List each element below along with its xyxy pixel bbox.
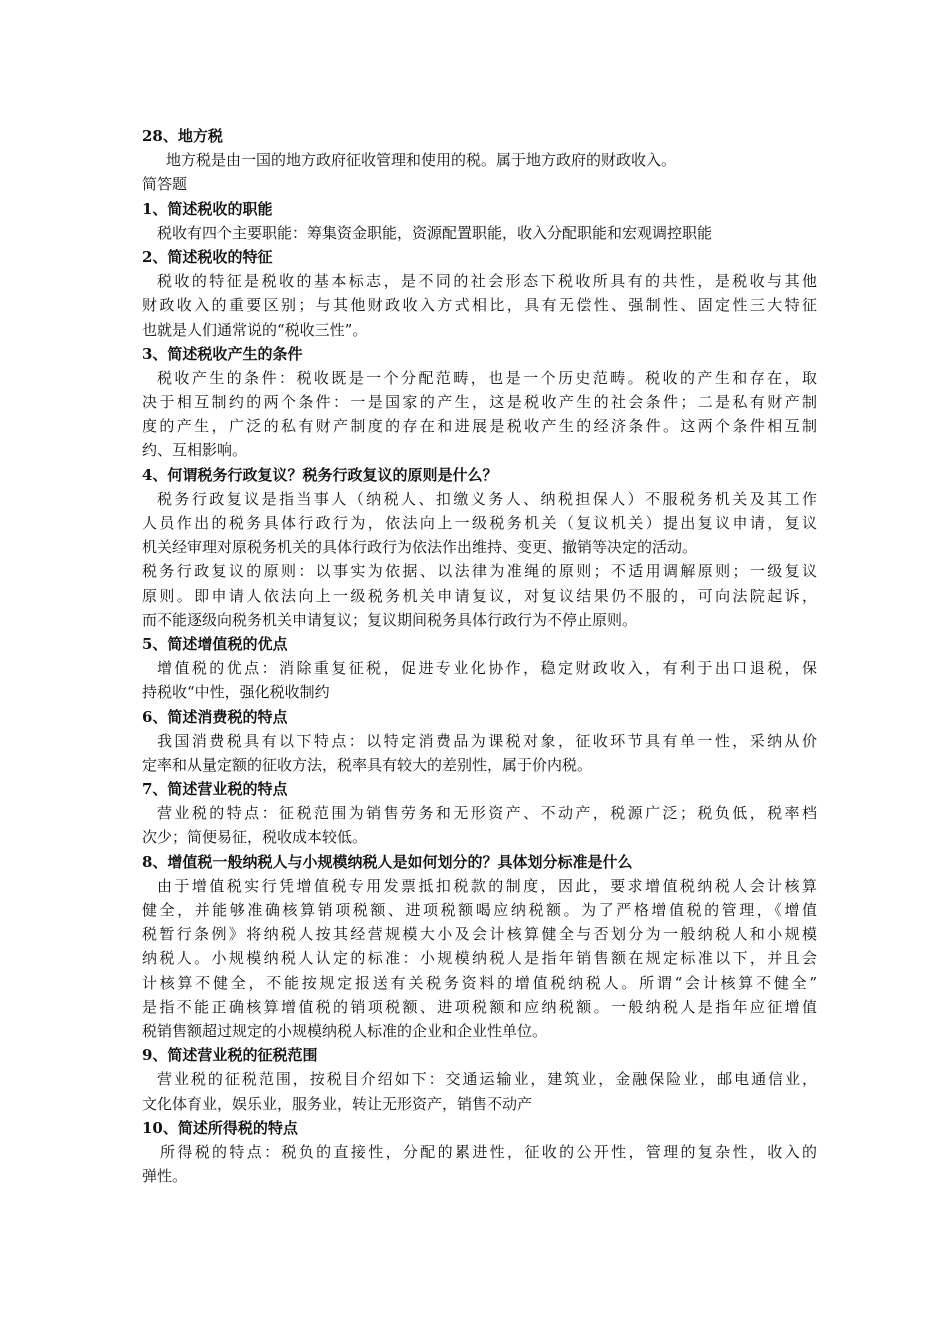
text-line: 健全，并能够准确核算销项税额、进项税额喝应纳税额。为了严格增值税的管理，《增值 [142,901,817,919]
text-line: 税暂行条例》将纳税人按其经营规模大小及会计核算健全与否划分为一般纳税人和小规模 [142,925,817,944]
text-line: 机关经审理对原税务机关的具体行政行为依法作出维持、变更、撤销等决定的活动。 [142,538,698,557]
section-heading: 4、何谓税务行政复议？税务行政复议的原则是什么？ [142,465,498,484]
text-line: 也就是人们通常说的“税收三性”。 [142,320,368,339]
text-line: 简答题 [142,175,188,194]
text-line: 由于增值税实行凭增值税专用发票抵扣税款的制度，因此，要求增值税纳税人会计核算 [157,876,817,895]
text-line: 税收产生的条件：税收既是一个分配范畴，也是一个历史范畴。税收的产生和存在，取 [157,368,817,387]
text-line: 决于相互制约的两个条件：一是国家的产生，这是税收产生的社会条件；二是私有财产制 [142,393,817,412]
text-line: 定率和从量定额的征收方法，税率具有较大的差别性，属于价内税。 [142,755,593,774]
text-line: 纳税人。小规模纳税人认定的标准：小规模纳税人是指年销售额在规定标准以下，并且会 [142,949,817,968]
text-line: 弹性。 [142,1167,188,1186]
text-line: 营业税的特点：征税范围为销售劳务和无形资产、不动产，税源广泛；税负低，税率档 [157,804,817,823]
text-line: 我国消费税具有以下特点：以特定消费品为课税对象，征收环节具有单一性，采纳从价 [157,731,817,750]
text-line: 财政收入的重要区别；与其他财政收入方式相比，具有无偿性、强制性、固定性三大特征 [142,296,817,315]
text-line: 次少；简便易征，税收成本较低。 [142,828,368,847]
section-heading: 9、简述营业税的征税范围 [142,1046,318,1065]
text-line: 税收有四个主要职能：筹集资金职能，资源配置职能，收入分配职能和宏观调控职能 [157,223,713,242]
text-line: 税销售额超过规定的小规模纳税人标准的企业和企业性单位。 [142,1021,548,1040]
text-line: 约、互相影响。 [142,441,248,460]
document-page [142,124,817,1188]
text-line: 计核算不健全，不能按规定报送有关税务资料的增值税纳税人。所谓“会计核算不健全” [142,973,817,992]
section-heading: 28、地方税 [142,127,223,145]
section-heading: 5、简述增值税的优点 [142,634,288,653]
text-line: 地方税是由一国的地方政府征收管理和使用的税。属于地方政府的财政收入。 [166,151,677,170]
text-line: 度的产生，广泛的私有财产制度的存在和进展是税收产生的经济条件。这两个条件相互制 [142,417,817,436]
text-line: 是指不能正确核算增值税的销项税额、进项税额和应纳税额。一般纳税人是指年应征增值 [142,997,817,1016]
text-line: 原则。即申请人依法向上一级税务机关申请复议，对复议结果仍不服的，可向法院起诉， [142,586,817,605]
text-line: 人员作出的税务具体行政行为，依法向上一级税务机关（复议机关）提出复议申请，复议 [142,514,817,532]
section-heading: 6、简述消费税的特点 [142,707,288,726]
text-line: 税务行政复议是指当事人（纳税人、扣缴义务人、纳税担保人）不服税务机关及其工作 [157,489,817,508]
text-line: 增值税的优点：消除重复征税，促进专业化协作，稳定财政收入，有利于出口退税，保 [157,659,817,678]
section-heading: 8、增值税一般纳税人与小规模纳税人是如何划分的？具体划分标准是什么 [142,852,633,871]
section-heading: 2、简述税收的特征 [142,247,273,266]
text-line: 税务行政复议的原则：以事实为依据、以法律为准绳的原则；不适用调解原则；一级复议 [142,562,817,581]
text-line: 持税收“中性，强化税收制约 [142,683,330,702]
text-line: 营业税的征税范围，按税目介绍如下：交通运输业，建筑业，金融保险业，邮电通信业， [157,1070,817,1089]
text-line: 而不能逐级向税务机关申请复议；复议期间税务具体行政行为不停止原则。 [142,610,638,629]
section-heading: 10、简述所得税的特点 [142,1118,298,1137]
section-heading: 3、简述税收产生的条件 [142,344,303,363]
text-line: 所得税的特点：税负的直接性，分配的累进性，征收的公开性，管理的复杂性，收入的 [160,1142,817,1161]
section-heading: 7、简述营业税的特点 [142,780,288,799]
text-line: 文化体育业，娱乐业，服务业，转让无形资产，销售不动产 [142,1094,533,1113]
text-line: 税收的特征是税收的基本标志，是不同的社会形态下税收所具有的共性，是税收与其他 [157,272,817,291]
section-heading: 1、简述税收的职能 [142,199,273,218]
